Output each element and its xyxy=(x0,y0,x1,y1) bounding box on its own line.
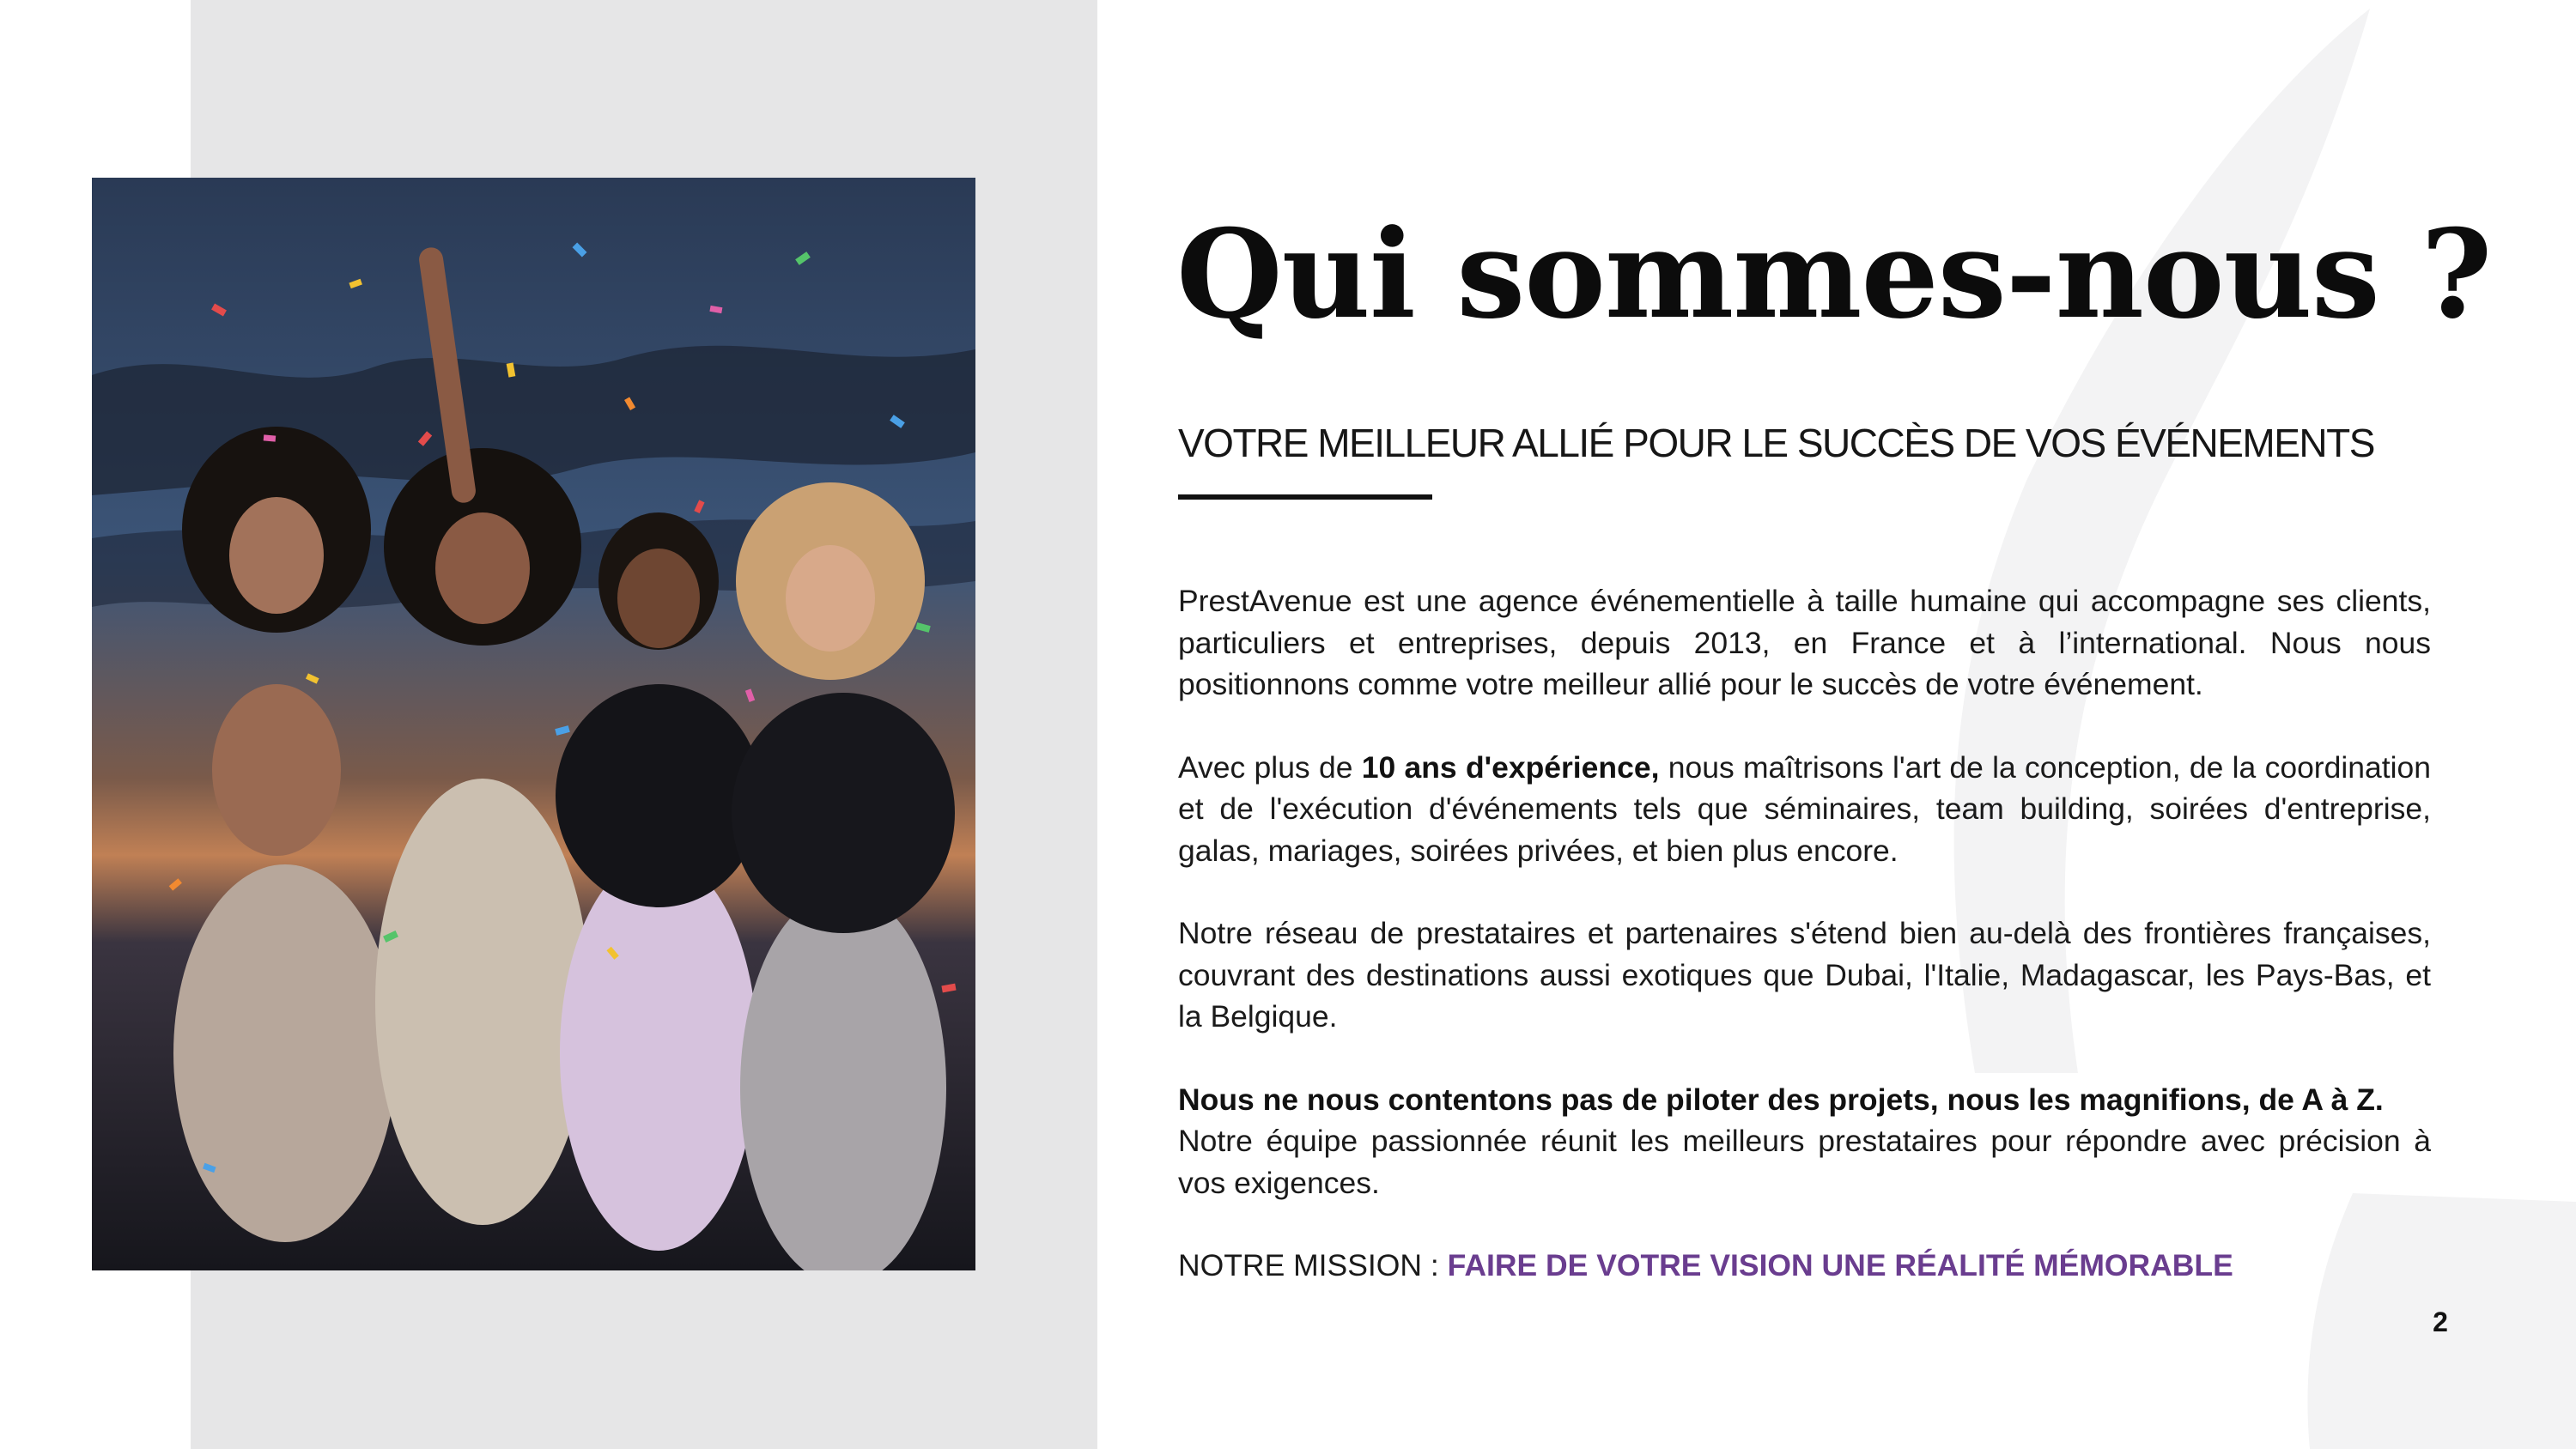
experience-highlight: 10 ans d'expérience, xyxy=(1361,749,1660,785)
title-underline xyxy=(1178,494,1432,500)
team-text: Notre équipe passionnée réunit les meilleurs prestataires pour répondre avec précision à vos exigences. xyxy=(1178,1124,2431,1200)
mission-line xyxy=(1178,1245,2431,1287)
experience-lead: Avec plus de xyxy=(1178,749,1362,785)
team-highlight: Nous ne nous contentons pas de piloter des projets, nous les magnifions, de A à Z. xyxy=(1178,1082,2384,1117)
paragraph-experience xyxy=(1178,747,2431,872)
experience-rest: nous maîtrisons l'art de la conception, de la coordination et de l'exécution d'événements tels que séminaires, team building, soirées d'entreprise, galas, mariages, soirées privées, et bien plus encore. xyxy=(1178,749,2431,868)
paragraph-team xyxy=(1178,1079,2431,1204)
mission-label: NOTRE MISSION : xyxy=(1178,1248,1448,1282)
page-number: 2 xyxy=(2433,1307,2448,1337)
page-title: Qui sommes-nous ? xyxy=(1176,203,2492,346)
mission-value: FAIRE DE VOTRE VISION UNE RÉALITÉ MÉMORABLE xyxy=(1447,1248,2233,1282)
body-text xyxy=(1178,580,2431,1328)
page-subtitle: VOTRE MEILLEUR ALLIÉ POUR LE SUCCÈS DE VOS ÉVÉNEMENTS xyxy=(1178,421,2374,465)
paragraph-intro: PrestAvenue est une agence événementielle à taille humaine qui accompagne ses clients, particuliers et entreprises, depuis 2013, en France et à l’international. Nous nous positionnons comme votre meilleur allié pour le succès de votre événement. xyxy=(1178,584,2431,701)
paragraph-network: Notre réseau de prestataires et partenaires s'étend bien au-delà des frontières françaises, couvrant des destinations aussi exotiques que Dubai, l'Italie, Madagascar, les Pays-Bas, et la Belgique. xyxy=(1178,916,2431,1034)
party-photo xyxy=(92,178,975,1270)
